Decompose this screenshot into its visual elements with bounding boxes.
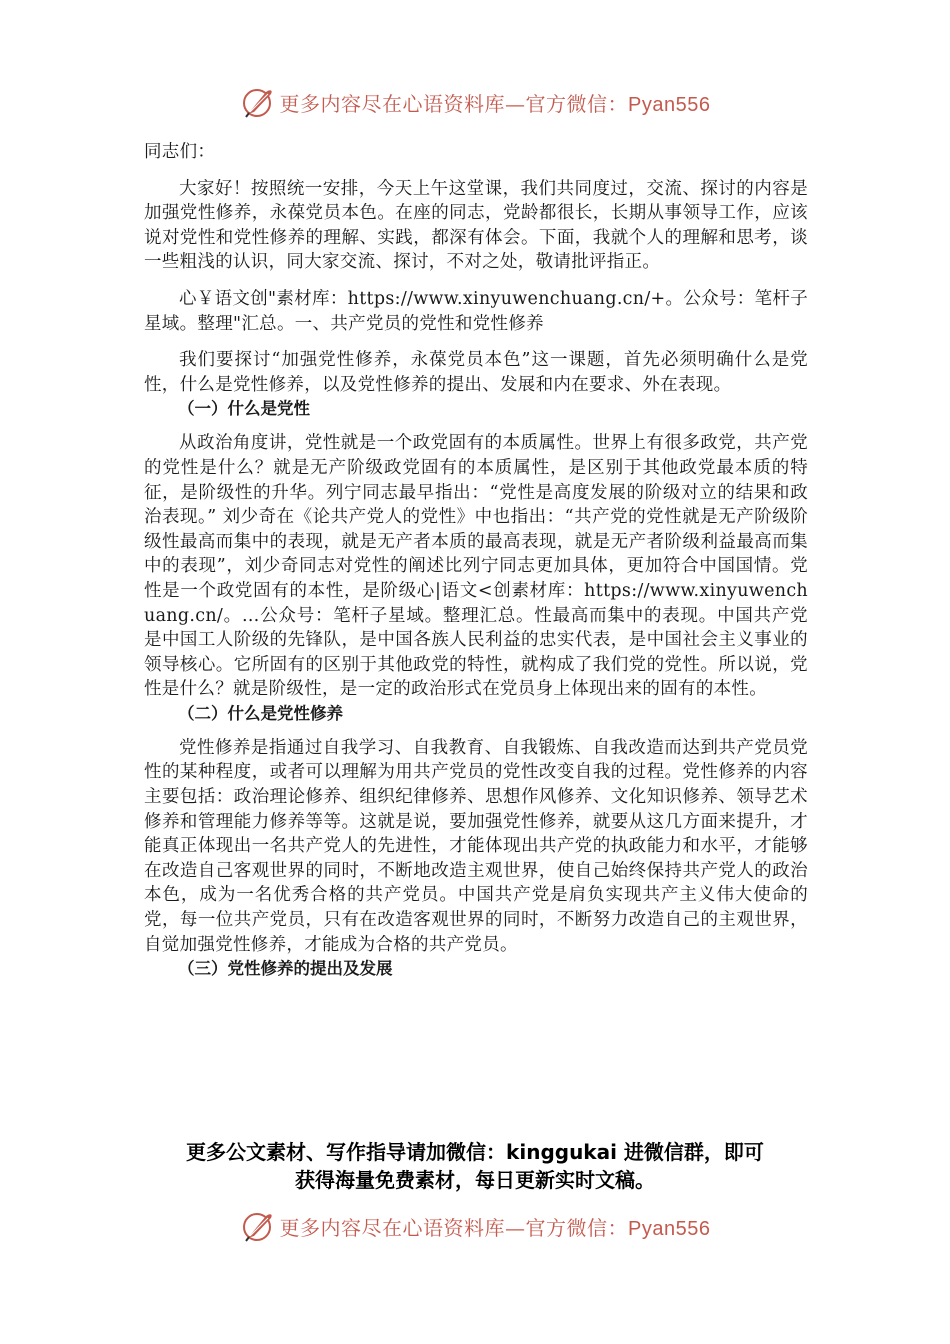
header-banner — [0, 82, 950, 122]
document-body — [144, 140, 808, 981]
question-paragraph: 我们要探讨“加强党性修养，永葆党员本色”这一课题，首先必须明确什么是党性，什么是党性修养，以及党性修养的提出、发展和内在要求、外在表现。 — [144, 350, 808, 395]
section-heading-3: （三）党性修养的提出及发展 — [178, 959, 393, 979]
section-heading-2: （二）什么是党性修养 — [178, 703, 343, 723]
wechat-id: Pyan556 — [628, 93, 711, 116]
source-paragraph: 心￥语文创"素材库：https://www.xinyuwenchuang.cn/+。公众号：笔杆子星域。整理"汇总。一、共产党员的党性和党性修养 — [144, 288, 808, 334]
promo-line-2: 获得海量免费素材，每日更新实时文稿。 — [295, 1168, 655, 1192]
footer-banner — [0, 1206, 950, 1246]
promo-notice — [0, 1138, 950, 1194]
banner-text: 更多内容尽在心语资料库—官方微信：Pyan556 — [279, 1215, 711, 1240]
section-2-paragraph: 党性修养是指通过自我学习、自我教育、自我锻炼、自我改造而达到共产党员党性的某种程度，或者可以理解为用共产党员的党性改变自我的过程。党性修养的内容主要包括：政治理论修养、组织纪律修养、思想作风修养、文化知识修养、领导艺术修养和管理能力修养等等。这就是说，要加强党性修养，就要从这几方面来提升，才能真正体现出一名共产党人的先进性，才能体现出共产党的执政能力和水平，才能够在改造自己客观世界的同时，不断地改造主观世界，使自己始终保持共产党人的政治本色，成为一名优秀合格的共产党员。中国共产党是肩负实现共产主义伟大使命的党，每一位共产党员，只有在改造客观世界的同时，不断努力改造自己的主观世界，自觉加强党性修养，才能成为合格的共产党员。 — [144, 737, 808, 955]
section-heading-1: （一）什么是党性 — [178, 399, 310, 419]
salutation: 同志们： — [144, 142, 216, 162]
section-1-paragraph: 从政治角度讲，党性就是一个政党固有的本质属性。世界上有很多政党，共产党的党性是什么？就是无产阶级政党固有的本质属性，是区别于其他政党最本质的特征，是阶级性的升华。列宁同志最早指出：“党性是高度发展的阶级对立的结果和政治表现。” 刘少奇在《论共产党人的党性》中也指出：“共产党的党性就是无产阶级阶级性最高而集中的表现，就是无产者本质的最高表现，就是无产者阶级利益最高而集中的表现”，刘少奇同志对党性的阐述比列宁同志更加具体，更加符合中国国情。党性是一个政党固有的本性，是阶级心|语文<创素材库：https://www.xinyuwenchuang.cn/。…公众号：笔杆子星域。整理汇总。性最高而集中的表现。中国共产党是中国工人阶级的先锋队，是中国各族人民利益的忠实代表，是中国社会主义事业的领导核心。它所固有的区别于其他政党的特性，就构成了我们党的党性。所以说，党性是什么？就是阶级性，是一定的政治形式在党员身上体现出来的固有的本性。 — [144, 433, 808, 700]
wechat-id: Pyan556 — [628, 1217, 711, 1240]
quill-logo-icon — [240, 84, 276, 120]
banner-text: 更多内容尽在心语资料库—官方微信：Pyan556 — [279, 91, 711, 116]
intro-paragraph: 大家好！按照统一安排，今天上午这堂课，我们共同度过，交流、探讨的内容是加强党性修养，永葆党员本色。在座的同志，党龄都很长，长期从事领导工作，应该说对党性和党性修养的理解、实践，都深有体会。下面，我就个人的理解和思考，谈一些粗浅的认识，同大家交流、探讨，不对之处，敬请批评指正。 — [144, 178, 808, 273]
quill-logo-icon — [240, 1208, 276, 1244]
promo-line-1: 更多公文素材、写作指导请加微信：kinggukai 进微信群，即可 — [186, 1140, 764, 1164]
